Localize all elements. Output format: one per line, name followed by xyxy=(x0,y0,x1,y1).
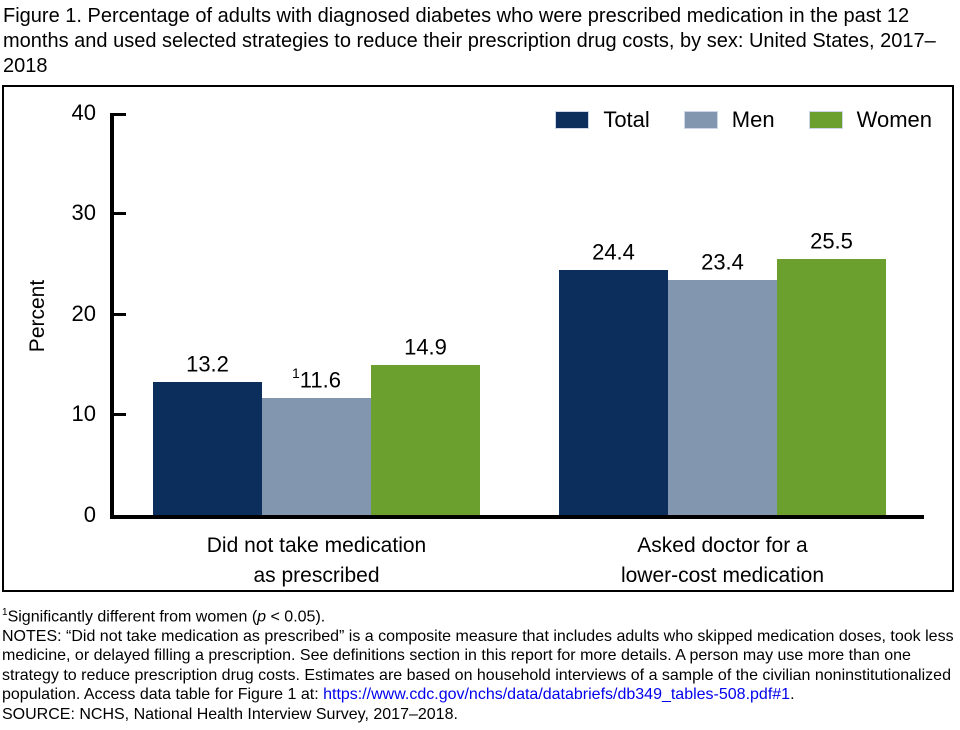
y-tick-label-10: 10 xyxy=(71,401,96,426)
tick-mark-20 xyxy=(114,313,126,316)
bar-women-did-not-take xyxy=(371,334,480,515)
y-axis-line xyxy=(110,113,114,519)
footnote-significance: $^1$Significantly different from women (p < 0.05). xyxy=(2,607,326,626)
category-label-asked-doctor: Asked doctor for a lower-cost medication xyxy=(620,534,825,587)
legend-swatch-men xyxy=(684,111,718,129)
y-tick-label-30: 30 xyxy=(71,200,96,225)
footnotes xyxy=(2,603,958,724)
y-axis-title: Percent xyxy=(26,279,49,353)
legend-item-men xyxy=(684,107,775,133)
bar-total-asked-doctor xyxy=(559,239,668,515)
bar-total-did-not-take xyxy=(153,351,262,515)
bar-group-asked-doctor xyxy=(559,228,886,515)
footnote-source: SOURCE: NCHS, National Health Interview Survey, 2017–2018. xyxy=(2,705,458,723)
legend-swatch-total xyxy=(555,111,589,129)
legend-item-total xyxy=(555,107,649,133)
bar-value-label: $^1$11.6 xyxy=(292,364,341,392)
bar-value-label: 24.4 xyxy=(592,239,635,264)
category-label-did-not-take: Did not take medication as prescribed xyxy=(206,534,427,587)
data-table-link[interactable]: https://www.cdc.gov/nchs/data/databriefs/db349_tables-508.pdf#1 xyxy=(323,686,791,704)
bar-value-label: 23.4 xyxy=(701,249,744,274)
bar-group-did-not-take xyxy=(153,334,480,515)
bar-value-label: 14.9 xyxy=(404,334,447,359)
tick-mark-30 xyxy=(114,212,126,215)
tick-mark-40 xyxy=(114,113,126,116)
footnote-notes: NOTES: “Did not take medication as prescribed” is a composite measure that includes adults who skipped medication doses, took less medicine, or delayed filling a prescription. See definitions section in this report for more details. A person may use more than one strategy to reduce prescription drug costs. Estimates are based on household interviews of a sample of the civilian noninstitutionalized population. Access data table for Figure 1 at: https://www.cdc.gov/nchs/data/databriefs/db349_tables-508.pdf#1. xyxy=(2,627,954,704)
bar-men-asked-doctor xyxy=(668,249,777,515)
tick-mark-10 xyxy=(114,413,126,416)
bar-men-did-not-take xyxy=(262,364,371,515)
chart-panel xyxy=(2,85,954,592)
y-tick-label-0: 0 xyxy=(83,502,96,527)
y-tick-label-20: 20 xyxy=(71,301,96,326)
legend-item-women xyxy=(809,107,932,133)
legend-label-men: Men xyxy=(731,107,775,132)
x-axis-line xyxy=(110,515,924,519)
bar-value-label: 13.2 xyxy=(186,351,229,376)
figure-title: Figure 1. Percentage of adults with diagnosed diabetes who were prescribed medication in the past 12 months and used selected strategies to reduce their prescription drug costs, by sex: United States, 2017–2018 xyxy=(3,5,936,77)
legend-label-women: Women xyxy=(856,107,932,132)
legend xyxy=(555,107,932,133)
y-tick-label-40: 40 xyxy=(71,100,96,125)
legend-label-total: Total xyxy=(603,107,650,132)
bar-value-label: 25.5 xyxy=(810,228,853,253)
legend-swatch-women xyxy=(809,111,843,129)
bar-women-asked-doctor xyxy=(777,228,886,515)
